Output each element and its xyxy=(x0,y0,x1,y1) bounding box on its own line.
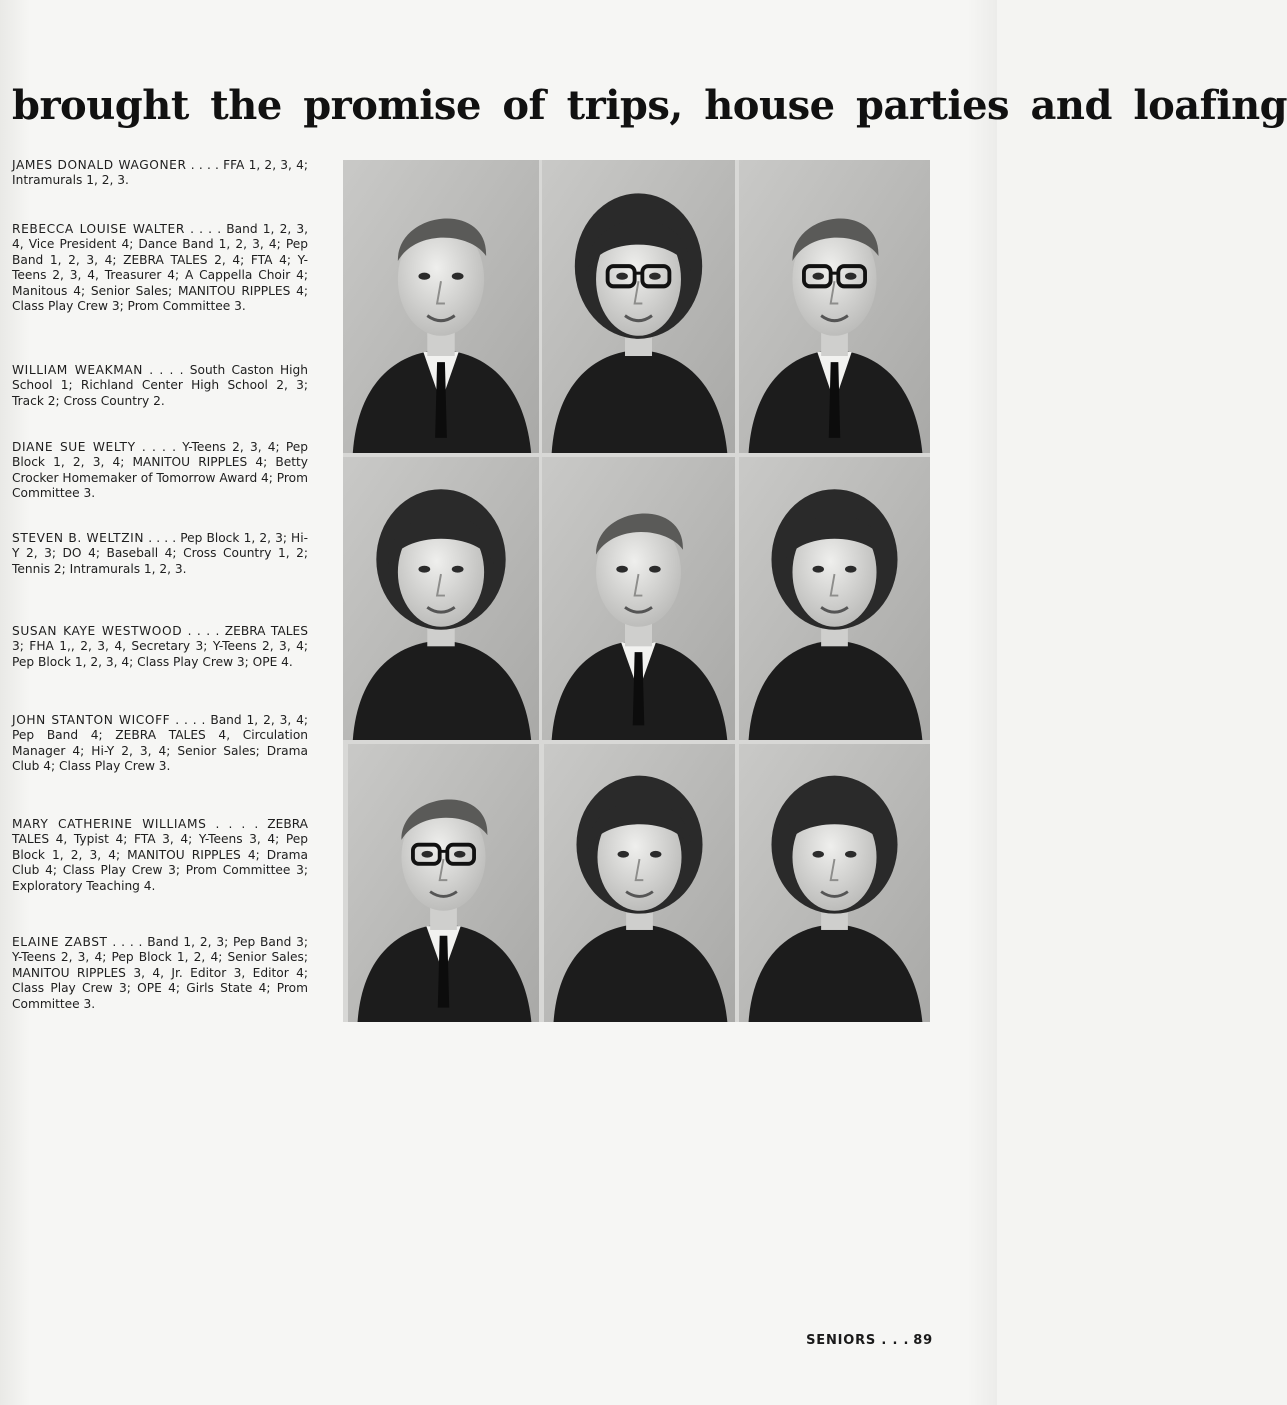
portrait-photo xyxy=(739,457,930,740)
portrait-photo xyxy=(343,160,539,453)
bio-name: JOHN STANTON WICOFF xyxy=(12,713,171,727)
portrait-photo xyxy=(343,457,539,740)
bio-name: DIANE SUE WELTY xyxy=(12,440,136,454)
bio-details: . . . . Band 1, 2, 3, 4, Vice President 4; Dance Band 1, 2, 3, 4; Pep Band 1, 2, 3, 4; ZEBRA TALES 2, 4; FTA 4; Y-Teens 2, 3, 4, Treasurer 4; A Cappella Choir 4; Manitous 4; Senior Sales; MANITOU RIPPLES 4; Class Play Crew 3; Prom Committee 3. xyxy=(12,222,308,314)
bio-entry xyxy=(12,222,308,314)
bio-entry xyxy=(12,531,308,577)
bio-details: . . . . ZEBRA TALES 3; FHA 1,, 2, 3, 4, Secretary 3; Y-Teens 2, 3, 4; Pep Block 1, 2, 3, 4; Class Play Crew 3; OPE 4. xyxy=(12,624,308,669)
bio-name: SUSAN KAYE WESTWOOD xyxy=(12,624,183,638)
bio-name: WILLIAM WEAKMAN xyxy=(12,363,143,377)
portrait-grid xyxy=(343,160,930,1022)
bio-details: . . . . Band 1, 2, 3, 4; Pep Band 4; ZEBRA TALES 4, Circulation Manager 4; Hi-Y 2, 3, 4; Senior Sales; Drama Club 4; Class Play Crew 3. xyxy=(12,713,309,774)
portrait-photo xyxy=(348,744,539,1022)
page-headline: brought the promise of trips, house parties and loafing xyxy=(12,82,1287,129)
section-label: SENIORS . . . xyxy=(806,1333,910,1348)
portrait-photo xyxy=(542,160,735,453)
bio-entry xyxy=(12,817,308,894)
bio-details: . . . . Band 1, 2, 3; Pep Band 3; Y-Teens 2, 3, 4; Pep Block 1, 2, 4; Senior Sales; MANITOU RIPPLES 3, 4, Jr. Editor 3, Editor 4; Class Play Crew 3; OPE 4; Girls State 4; Prom Committee 3. xyxy=(12,935,308,1011)
portrait-photo xyxy=(739,744,930,1022)
bio-name: MARY CATHERINE WILLIAMS xyxy=(12,817,207,831)
bio-details: . . . . Pep Block 1, 2, 3; Hi-Y 2, 3; DO 4; Baseball 4; Cross Country 1, 2; Tennis 2; Intramurals 1, 2, 3. xyxy=(12,531,308,576)
bio-name: STEVEN B. WELTZIN xyxy=(12,531,145,545)
bio-entry xyxy=(12,158,308,189)
bio-entry xyxy=(12,363,308,409)
page-footer xyxy=(806,1333,933,1348)
bio-details: . . . . FFA 1, 2, 3, 4; Intramurals 1, 2, 3. xyxy=(12,158,308,188)
bio-details: . . . . ZEBRA TALES 4, Typist 4; FTA 3, 4; Y-Teens 3, 4; Pep Block 1, 2, 3, 4; MANITOU RIPPLES 4; Drama Club 4; Class Play Crew 3; Prom Committee 3; Exploratory Teaching 4. xyxy=(12,817,309,893)
bio-details: . . . . South Caston High School 1; Richland Center High School 2, 3; Track 2; Cross Country 2. xyxy=(12,363,308,408)
bio-name: REBECCA LOUISE WALTER xyxy=(12,222,185,236)
bio-details: . . . . Y-Teens 2, 3, 4; Pep Block 1, 2, 3, 4; MANITOU RIPPLES 4; Betty Crocker Homemaker of Tomorrow Award 4; Prom Committee 3. xyxy=(12,440,308,501)
bio-name: JAMES DONALD WAGONER xyxy=(12,158,187,172)
bio-entry xyxy=(12,440,308,502)
portrait-photo xyxy=(544,744,735,1022)
page-number: 89 xyxy=(913,1333,933,1348)
portrait-photo xyxy=(739,160,930,453)
bio-entry xyxy=(12,713,308,775)
portrait-photo xyxy=(542,457,735,740)
bio-entry xyxy=(12,935,308,1012)
bio-entry xyxy=(12,624,308,670)
bio-name: ELAINE ZABST xyxy=(12,935,108,949)
